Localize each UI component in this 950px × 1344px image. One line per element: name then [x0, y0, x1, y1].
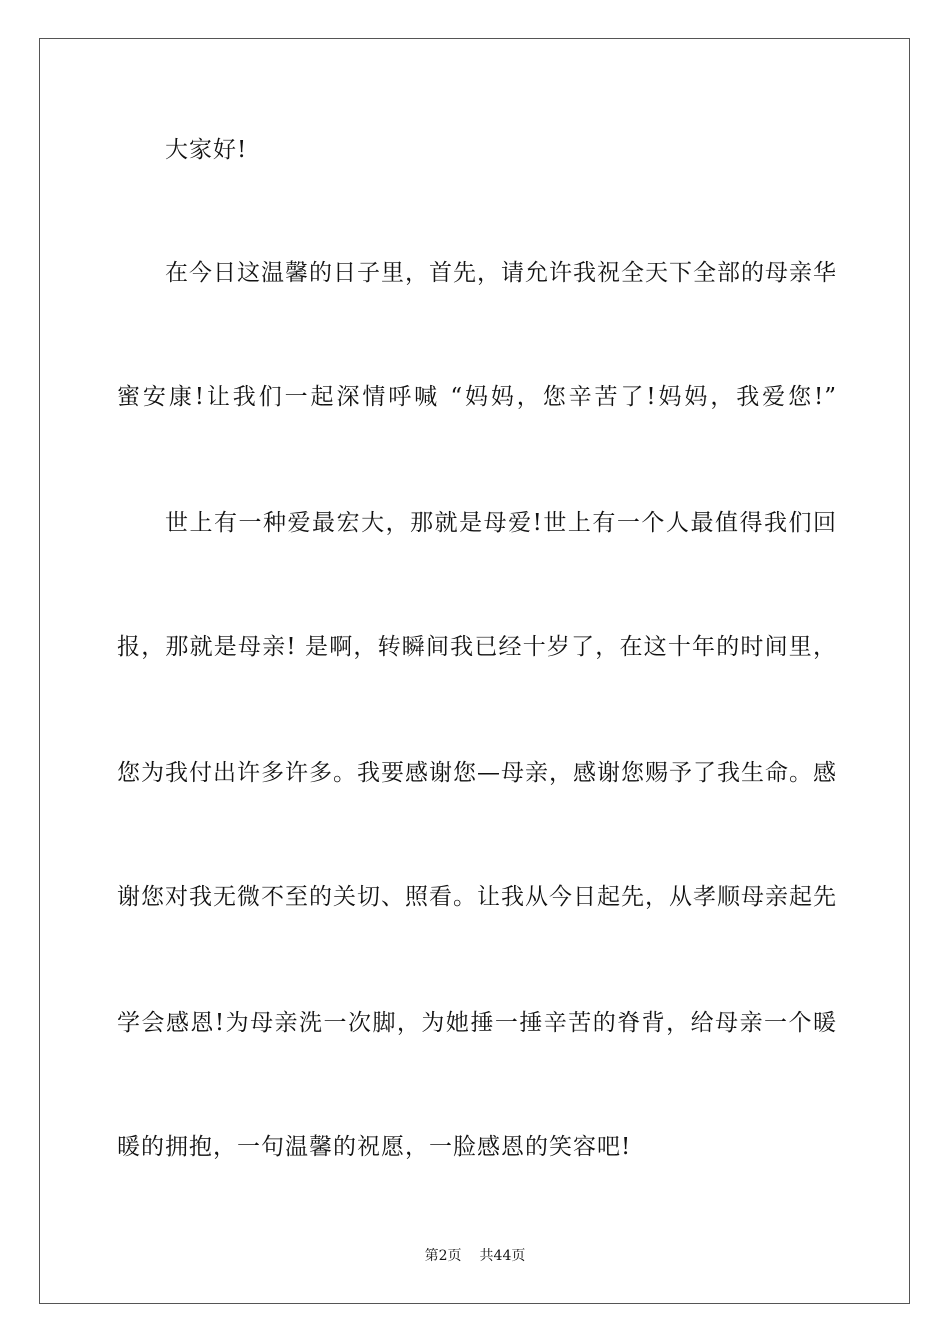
page-footer: [0, 1247, 950, 1265]
paragraph-2-line-4: 谢您对我无微不至的关切、照看。让我从今日起先，从孝顺母亲起先: [117, 884, 837, 910]
page-frame: [39, 38, 910, 1304]
paragraph-1-line-2: 蜜安康!让我们一起深情呼喊 “妈妈，您辛苦了!妈妈，我爱您!”: [117, 384, 837, 410]
paragraph-1-line-1: 在今日这温馨的日子里，首先，请允许我祝全天下全部的母亲华: [165, 260, 837, 286]
page-number: 第2页: [424, 1248, 462, 1264]
paragraph-2-line-5: 学会感恩!为母亲洗一次脚，为她捶一捶辛苦的脊背，给母亲一个暖: [117, 1010, 837, 1036]
paragraph-2-line-2: 报，那就是母亲! 是啊，转瞬间我已经十岁了，在这十年的时间里，: [117, 634, 837, 660]
paragraph-2-line-1: 世上有一种爱最宏大，那就是母爱!世上有一个人最值得我们回: [165, 510, 837, 536]
paragraph-2-line-6: 暖的拥抱，一句温馨的祝愿，一脸感恩的笑容吧!: [117, 1134, 632, 1160]
total-pages: 共44页: [479, 1248, 526, 1264]
paragraph-2-line-3: 您为我付出许多许多。我要感谢您—母亲，感谢您赐予了我生命。感: [117, 760, 837, 786]
greeting-line: 大家好!: [165, 137, 248, 163]
